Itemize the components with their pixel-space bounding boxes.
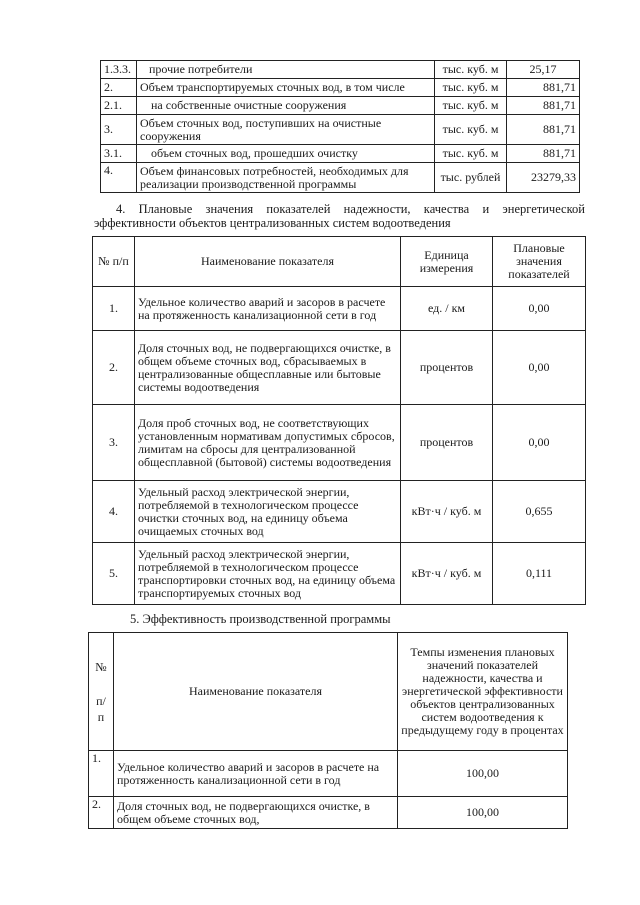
value: 881,71 [507,145,580,163]
column-header-number: № п/п [93,237,135,287]
column-header-value: Плановые значения показателей [493,237,586,287]
table-header-row [93,237,586,287]
indicator-name: Объем финансовых потребностей, необходимых для реализации производственной программы [137,163,435,193]
row-number: 2. [93,331,135,405]
table-row [93,481,586,543]
indicator-name: Удельный расход электрической энергии, потребляемой в технологическом процессе очистки сточных вод, на единицу объема очищаемых сточных вод [135,481,401,543]
column-header-number [89,633,114,751]
indicator-name: на собственные очистные сооружения [137,97,435,115]
value: 0,00 [493,287,586,331]
table-row [93,287,586,331]
table-row [101,61,580,79]
row-number: 1. [89,751,114,797]
row-number: 4. [93,481,135,543]
section-4-heading: 4. Плановые значения показателей надежности, качества и энергетической эффективности объектов централизованных систем водоотведения [94,202,585,230]
indicator-name: Объем транспортируемых сточных вод, в том числе [137,79,435,97]
column-header-name: Наименование показателя [135,237,401,287]
unit: тыс. рублей [435,163,507,193]
value: 23279,33 [507,163,580,193]
indicator-name: Удельное количество аварий и засоров в расчете на протяженность канализационной сети в год [135,287,401,331]
row-number: 2. [89,797,114,829]
volumes-table [100,60,580,193]
table-row [101,79,580,97]
unit: ед. / км [401,287,493,331]
column-header-unit: Единица измерения [401,237,493,287]
unit: тыс. куб. м [435,97,507,115]
value: 0,655 [493,481,586,543]
value: 881,71 [507,79,580,97]
indicator-name: Удельный расход электрической энергии, потребляемой в технологическом процессе транспортировки сточных вод, на единицу объема транспортируемых сточных вод [135,543,401,605]
row-number: 3. [101,115,137,145]
indicator-name: Доля проб сточных вод, не соответствующих установленным нормативам допустимых сбросов, лимитам на сбросы для централизованной общесплавной (бытовой) системы водоотведения [135,405,401,481]
unit: процентов [401,331,493,405]
row-number: 1.3.3. [101,61,137,79]
value: 100,00 [398,797,568,829]
column-header-number-top: № [95,659,107,674]
table-row [93,331,586,405]
table-row [101,115,580,145]
table-header-row [89,633,568,751]
row-number: 3.1. [101,145,137,163]
value: 881,71 [507,97,580,115]
unit: тыс. куб. м [435,145,507,163]
unit: процентов [401,405,493,481]
row-number: 1. [93,287,135,331]
table-row [101,145,580,163]
row-number: 2.1. [101,97,137,115]
table-row [101,163,580,193]
indicator-name: Доля сточных вод, не подвергающихся очистке, в общем объеме сточных вод, [114,797,398,829]
section-5-heading: 5. Эффективность производственной программы [130,612,391,626]
indicator-name: Удельное количество аварий и засоров в расчете на протяженность канализационной сети в год [114,751,398,797]
indicator-name: прочие потребители [137,61,435,79]
table-row [89,751,568,797]
table-row [101,97,580,115]
indicator-name: Доля сточных вод, не подвергающихся очистке, в общем объеме сточных вод, сбрасываемых в централизованные общесплавные или бытовые системы водоотведения [135,331,401,405]
column-header-name: Наименование показателя [114,633,398,751]
value: 100,00 [398,751,568,797]
row-number: 2. [101,79,137,97]
program-efficiency-table [88,632,568,829]
row-number: 5. [93,543,135,605]
row-number: 3. [93,405,135,481]
planned-indicators-table [92,236,586,605]
indicator-name: Объем сточных вод, поступивших на очистные сооружения [137,115,435,145]
value: 0,111 [493,543,586,605]
table-row [89,797,568,829]
table-row [93,405,586,481]
unit: кВт·ч / куб. м [401,543,493,605]
unit: тыс. куб. м [435,115,507,145]
column-header-number-bottom: п/ п [96,693,106,724]
value: 25,17 [507,61,580,79]
column-header-value: Темпы изменения плановых значений показателей надежности, качества и энергетической эффективности объектов централизованных систем водоотведения к предыдущему году в процентах [398,633,568,751]
unit: тыс. куб. м [435,79,507,97]
value: 0,00 [493,331,586,405]
unit: кВт·ч / куб. м [401,481,493,543]
value: 0,00 [493,405,586,481]
value: 881,71 [507,115,580,145]
unit: тыс. куб. м [435,61,507,79]
row-number: 4. [101,163,137,193]
table-row [93,543,586,605]
indicator-name: объем сточных вод, прошедших очистку [137,145,435,163]
